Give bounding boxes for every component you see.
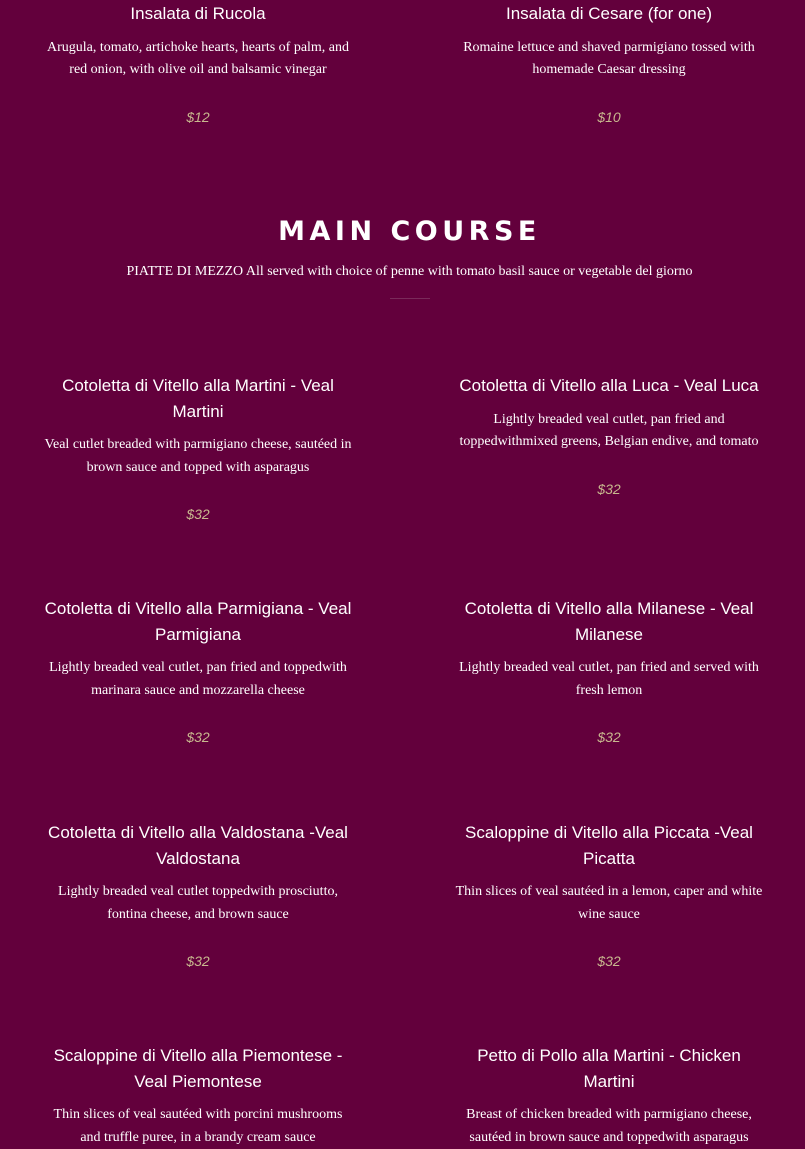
menu-item-veal-parmigiana — [43, 596, 353, 747]
menu-item-name: Cotoletta di Vitello alla Luca - Veal Luca — [459, 376, 759, 395]
section-divider — [390, 298, 430, 299]
menu-item-name: Cotoletta di Vitello alla Milanese - Veal Milanese — [464, 599, 754, 644]
menu-item-veal-piemontese — [43, 1043, 353, 1149]
menu-item-description: Arugula, tomato, artichoke hearts, hearts of palm, and red onion, with olive oil and balsamic vinegar — [46, 39, 350, 77]
menu-item-price: $10 — [597, 108, 621, 125]
menu-item-price: $32 — [597, 729, 621, 745]
section-subtitle: PIATTE DI MEZZO All served with choice of penne with tomato basil sauce or vegetable del giorno — [126, 264, 693, 279]
menu-item-price: $32 — [186, 506, 210, 522]
menu-item-description: Lightly breaded veal cutlet toppedwith prosciutto, fontina cheese, and brown sauce — [58, 884, 338, 922]
section-title: MAIN COURSE — [278, 216, 541, 247]
menu-item-description: Veal cutlet breaded with parmigiano cheese, sautéed in brown sauce and topped with asparagus — [44, 437, 352, 475]
main-course-header — [0, 212, 805, 299]
menu-item-chicken-martini — [454, 1043, 764, 1149]
menu-item-description: Lightly breaded veal cutlet, pan fried and toppedwith marinara sauce and mozzarella cheese — [49, 660, 347, 698]
menu-item-insalata-cesare — [454, 1, 764, 127]
menu-item-veal-luca — [454, 373, 764, 499]
menu-item-description: Breast of chicken breaded with parmigiano cheese, sautéed in brown sauce and toppedwith asparagus — [466, 1107, 752, 1145]
menu-item-price: $32 — [186, 729, 210, 745]
menu-item-description: Lightly breaded veal cutlet, pan fried and toppedwithmixed greens, Belgian endive, and tomato — [459, 411, 759, 449]
menu-item-insalata-rucola — [43, 1, 353, 127]
menu-item-description: Romaine lettuce and shaved parmigiano tossed with homemade Caesar dressing — [463, 39, 755, 77]
menu-item-name: Scaloppine di Vitello alla Piccata -Veal Picatta — [465, 823, 753, 868]
menu-item-description: Thin slices of veal sautéed in a lemon, caper and white wine sauce — [455, 884, 763, 922]
menu-item-veal-valdostana — [43, 820, 353, 971]
menu-item-name: Insalata di Rucola — [130, 4, 266, 23]
menu-item-name: Insalata di Cesare (for one) — [506, 4, 712, 23]
menu-item-name: Scaloppine di Vitello alla Piemontese - Veal Piemontese — [53, 1046, 343, 1091]
menu-item-price: $32 — [186, 953, 210, 969]
menu-item-name: Cotoletta di Vitello alla Valdostana -Veal Valdostana — [48, 823, 348, 868]
menu-item-veal-milanese — [454, 596, 764, 747]
menu-item-veal-piccata — [454, 820, 764, 971]
menu-item-name: Cotoletta di Vitello alla Martini - Veal Martini — [62, 376, 334, 421]
menu-item-price: $32 — [597, 480, 621, 497]
menu-item-name: Cotoletta di Vitello alla Parmigiana - Veal Parmigiana — [44, 599, 352, 644]
menu-item-price: $12 — [186, 108, 210, 125]
menu-item-price: $32 — [597, 953, 621, 969]
menu-item-description: Lightly breaded veal cutlet, pan fried and served with fresh lemon — [459, 660, 759, 698]
menu-item-veal-martini — [43, 373, 353, 524]
menu-item-name: Petto di Pollo alla Martini - Chicken Martini — [477, 1046, 741, 1091]
menu-item-description: Thin slices of veal sautéed with porcini mushrooms and truffle puree, in a brandy cream sauce — [53, 1107, 343, 1145]
